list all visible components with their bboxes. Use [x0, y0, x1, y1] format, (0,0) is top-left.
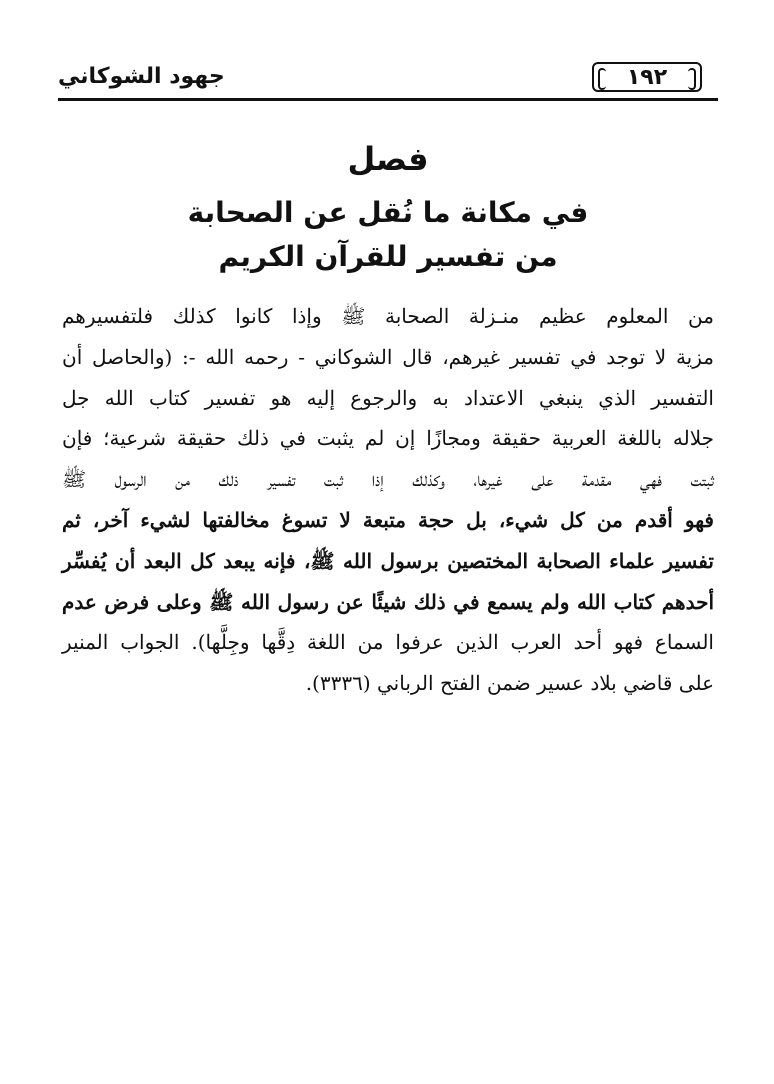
- body-line: السماع فهو أحد العرب الذين عرفوا من اللغة دِقَّها وجِلَّها). الجواب المنير: [62, 630, 714, 655]
- body-line: مزية لا توجد في تفسير غيرهم، قال الشوكاني - رحمه الله -: (والحاصل أن: [62, 344, 714, 369]
- body-paragraph: [62, 296, 714, 704]
- section-subtitle-line-2: من تفسير للقرآن الكريم: [218, 240, 558, 273]
- body-line: فهو أقدم من كل شيء، بل حجة متبعة لا تسوغ مخالفتها لشيء آخر، ثم: [62, 507, 714, 532]
- body-line: التفسير الذي ينبغي الاعتداد به والرجوع إليه هو تفسير كتاب الله جل: [62, 385, 714, 410]
- running-title: جهود الشوكاني: [58, 64, 225, 89]
- header-rule: [58, 98, 718, 101]
- body-line: على قاضي بلاد عسير ضمن الفتح الرباني (٣٣٣٦).: [305, 671, 714, 696]
- page-number: ١٩٢: [592, 62, 702, 92]
- section-title: فصل: [347, 140, 429, 178]
- body-line: جلاله باللغة العربية حقيقة ومجازًا إن لم يثبت في ذلك حقيقة شرعية؛ فإن: [62, 426, 714, 451]
- body-line: تفسير علماء الصحابة المختصين برسول الله ﷺ، فإنه يبعد كل البعد أن يُفسِّر: [62, 548, 714, 573]
- section-subtitle-line-1: في مكانة ما نُقل عن الصحابة: [187, 196, 589, 229]
- body-line: ثبتت فهي مقدمة على غيرها، وكذلك إذا ثبت تفسير ذلك من الرسول ﷺ: [62, 467, 714, 492]
- body-line: أحدهم كتاب الله ولم يسمع في ذلك شيئًا عن رسول الله ﷺ وعلى فرض عدم: [62, 589, 714, 614]
- body-line: من المعلوم عظيم منـزلة الصحابة ﷺ وإذا كانوا كذلك فلتفسيرهم: [62, 304, 714, 328]
- page-header: [58, 58, 718, 102]
